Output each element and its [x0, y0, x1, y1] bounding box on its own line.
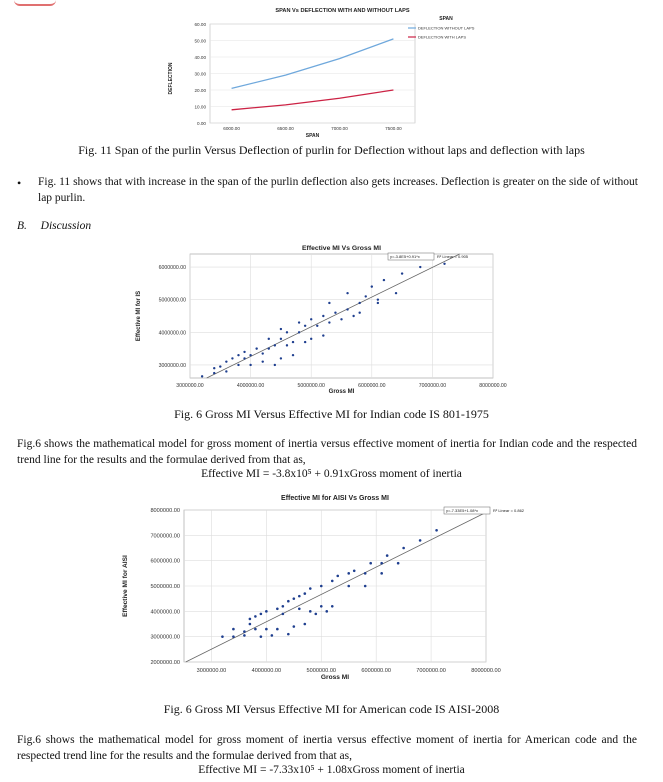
data-point	[265, 610, 268, 613]
data-point	[386, 554, 389, 557]
data-point	[304, 325, 306, 327]
data-point	[298, 595, 301, 598]
data-point	[435, 529, 438, 532]
y-tick-label: 6000000.00	[158, 265, 186, 272]
x-tick-label: 7000000.00	[418, 383, 447, 389]
data-point	[286, 331, 288, 333]
chart-title: SPAN Vs DEFLECTION WITH AND WITHOUT LAPS	[275, 8, 410, 14]
data-point	[232, 635, 235, 638]
data-point	[322, 315, 324, 317]
data-point	[419, 539, 422, 542]
data-point	[380, 572, 383, 575]
data-point	[298, 608, 301, 611]
data-point	[237, 354, 239, 356]
data-point	[353, 570, 356, 573]
data-point	[274, 344, 276, 346]
data-point	[369, 562, 372, 565]
formula-is: Effective MI = -3.8x10⁵ + 0.91xGross moment of inertia	[201, 468, 462, 480]
data-point	[395, 292, 397, 294]
data-point	[268, 338, 270, 340]
data-point	[328, 321, 330, 323]
data-point	[346, 308, 348, 310]
data-point	[286, 344, 288, 346]
data-point	[255, 347, 257, 349]
bullet-paragraph: Fig. 11 shows that with increase in the span of the purlin deflection also gets increases. Deflection is greater on the side of without lap purlin.	[38, 176, 638, 204]
data-point	[304, 623, 307, 626]
bullet-dot: •	[17, 176, 22, 190]
data-point	[443, 263, 445, 265]
legend-label-0: DEFLECTION WITHOUT LAPS	[418, 25, 475, 31]
y-tick-label: 4000000.00	[150, 609, 180, 616]
data-point	[310, 338, 312, 340]
legend-title: SPAN	[439, 16, 453, 22]
data-point	[320, 605, 323, 608]
data-point	[377, 298, 379, 300]
aisi-scatter-chart	[118, 490, 525, 698]
data-point	[225, 370, 227, 372]
data-point	[260, 635, 263, 638]
data-point	[309, 610, 312, 613]
data-point	[347, 585, 350, 588]
data-point	[268, 347, 270, 349]
data-point	[402, 547, 405, 550]
data-point	[304, 592, 307, 595]
data-point	[383, 279, 385, 281]
x-tick-label: 6000.00	[223, 126, 240, 131]
y-tick-label: 3000000.00	[150, 634, 180, 641]
data-point	[262, 352, 264, 354]
top-decoration	[14, 0, 56, 6]
data-point	[358, 312, 360, 314]
x-axis-label: SPAN	[305, 133, 320, 139]
legend-label-1: DEFLECTION WITH LAPS	[418, 34, 467, 40]
y-tick-label: 20.00	[194, 88, 206, 93]
data-point	[265, 628, 268, 631]
x-tick-label: 6000000.00	[361, 668, 391, 674]
data-point	[365, 295, 367, 297]
data-point	[282, 613, 285, 616]
x-tick-label: 3000000.00	[196, 668, 227, 674]
paragraph-is: Fig.6 shows the mathematical model for gross moment of inertia versus effective moment of inertia for Indian code and the respected trend line for the results and the formulae derived from that as,	[17, 438, 637, 466]
data-point	[262, 360, 264, 362]
x-tick-label: 7500.00	[385, 126, 402, 131]
data-point	[280, 357, 282, 359]
y-tick-label: 5000000.00	[158, 297, 186, 304]
section-title: Discussion	[40, 220, 92, 232]
x-tick-label: 3000000.00	[176, 383, 204, 389]
data-point	[304, 341, 306, 343]
figure-caption-3: Fig. 6 Gross MI Versus Effective MI for American code IS AISI-2008	[163, 702, 500, 716]
r-squared-label: R² Linear = 0.905	[437, 254, 469, 259]
data-point	[377, 302, 379, 304]
r-squared-label: R² Linear = 0.862	[493, 508, 525, 513]
y-tick-label: 7000000.00	[150, 533, 180, 540]
x-tick-label: 6500.00	[277, 126, 294, 131]
y-tick-label: 3000000.00	[158, 362, 186, 369]
data-point	[331, 580, 334, 583]
data-point	[298, 331, 300, 333]
data-point	[243, 357, 245, 359]
data-point	[293, 597, 296, 600]
data-point	[419, 266, 421, 268]
data-point	[287, 633, 290, 636]
data-point	[249, 364, 251, 366]
figure-caption-2: Fig. 6 Gross MI Versus Effective MI for Indian code IS 801-1975	[174, 407, 489, 421]
fit-equation: y=-7.33E5+1.08*x	[446, 508, 479, 513]
data-point	[231, 357, 233, 359]
data-point	[314, 613, 317, 616]
y-tick-label: 0.00	[197, 121, 206, 126]
data-point	[331, 605, 334, 608]
data-point	[276, 608, 279, 611]
data-point	[213, 367, 215, 369]
x-tick-label: 7000.00	[331, 126, 348, 131]
data-point	[274, 364, 276, 366]
data-point	[298, 321, 300, 323]
section-label: B.	[17, 220, 27, 232]
data-point	[347, 572, 350, 575]
y-tick-label: 8000000.00	[150, 508, 180, 514]
data-point	[364, 572, 367, 575]
y-tick-label: 40.00	[194, 55, 206, 60]
x-tick-label: 4000000.00	[236, 383, 265, 389]
data-point	[271, 634, 274, 637]
y-tick-label: 50.00	[194, 38, 206, 44]
y-axis-label: Effective MI for IS	[136, 290, 142, 342]
data-point	[249, 354, 251, 356]
paragraph-aisi: Fig.6 shows the mathematical model for gross moment of inertia versus effective moment of inertia for American code and the respected trend line for the results and the formulae derived from that as,	[17, 734, 637, 762]
data-point	[292, 341, 294, 343]
data-point	[249, 618, 252, 621]
data-point	[320, 585, 323, 588]
data-point	[371, 285, 373, 287]
data-point	[225, 360, 227, 362]
data-point	[249, 623, 252, 626]
data-point	[213, 372, 215, 374]
data-point	[287, 600, 290, 603]
data-point	[237, 364, 239, 366]
data-point	[340, 318, 342, 320]
data-point	[358, 302, 360, 304]
y-tick-label: 30.00	[194, 71, 206, 77]
x-tick-label: 7000000.00	[416, 668, 446, 674]
formula-aisi: Effective MI = -7.33x10⁵ + 1.08xGross moment of inertia	[198, 764, 465, 776]
data-point	[221, 635, 224, 638]
x-tick-label: 5000000.00	[306, 668, 337, 674]
data-point	[352, 315, 354, 317]
figure-caption-1: Fig. 11 Span of the purlin Versus Deflection of purlin for Deflection without laps and deflection with laps	[78, 143, 585, 157]
data-point	[397, 562, 400, 565]
data-point	[254, 615, 257, 618]
data-point	[322, 334, 324, 336]
plot-area	[190, 254, 493, 378]
data-point	[309, 587, 312, 590]
chart-title: Effective MI for AISI Vs Gross MI	[281, 495, 389, 502]
y-tick-label: 2000000.00	[150, 660, 180, 666]
data-point	[243, 634, 246, 637]
y-axis-label: DEFLECTION	[168, 62, 174, 95]
data-point	[336, 575, 339, 578]
chart-title: Effective MI Vs Gross MI	[302, 245, 381, 252]
data-point	[201, 375, 203, 377]
y-axis-label: Effective MI for AISI	[122, 555, 129, 617]
data-point	[292, 354, 294, 356]
y-tick-label: 6000000.00	[150, 558, 180, 565]
data-point	[316, 325, 318, 327]
deflection-line-chart	[160, 2, 500, 138]
fit-equation: y=-3.8E5+0.91*x	[390, 254, 420, 259]
data-point	[280, 328, 282, 330]
x-axis-label: Gross MI	[328, 389, 355, 395]
data-point	[325, 610, 328, 613]
y-tick-label: 10.00	[194, 104, 206, 110]
data-point	[401, 272, 403, 274]
x-tick-label: 5000000.00	[297, 383, 325, 389]
data-point	[280, 338, 282, 340]
x-tick-label: 8000000.00	[479, 383, 507, 389]
data-point	[293, 625, 296, 628]
data-point	[364, 585, 367, 588]
y-tick-label: 60.00	[194, 22, 206, 27]
data-point	[380, 562, 383, 565]
data-point	[254, 628, 257, 631]
data-point	[243, 351, 245, 353]
x-tick-label: 6000000.00	[358, 383, 386, 389]
data-point	[328, 302, 330, 304]
is-scatter-chart	[128, 240, 538, 402]
section-heading	[17, 220, 91, 232]
x-axis-label: Gross MI	[320, 674, 350, 681]
data-point	[346, 292, 348, 294]
data-point	[219, 365, 221, 367]
data-point	[334, 312, 336, 314]
data-point	[276, 628, 279, 631]
y-tick-label: 5000000.00	[150, 584, 180, 590]
data-point	[310, 318, 312, 320]
x-tick-label: 4000000.00	[251, 668, 282, 674]
data-point	[243, 630, 246, 633]
data-point	[260, 613, 263, 616]
data-point	[232, 628, 235, 631]
x-tick-label: 8000000.00	[471, 668, 501, 674]
data-point	[282, 605, 285, 608]
y-tick-label: 4000000.00	[158, 330, 186, 337]
